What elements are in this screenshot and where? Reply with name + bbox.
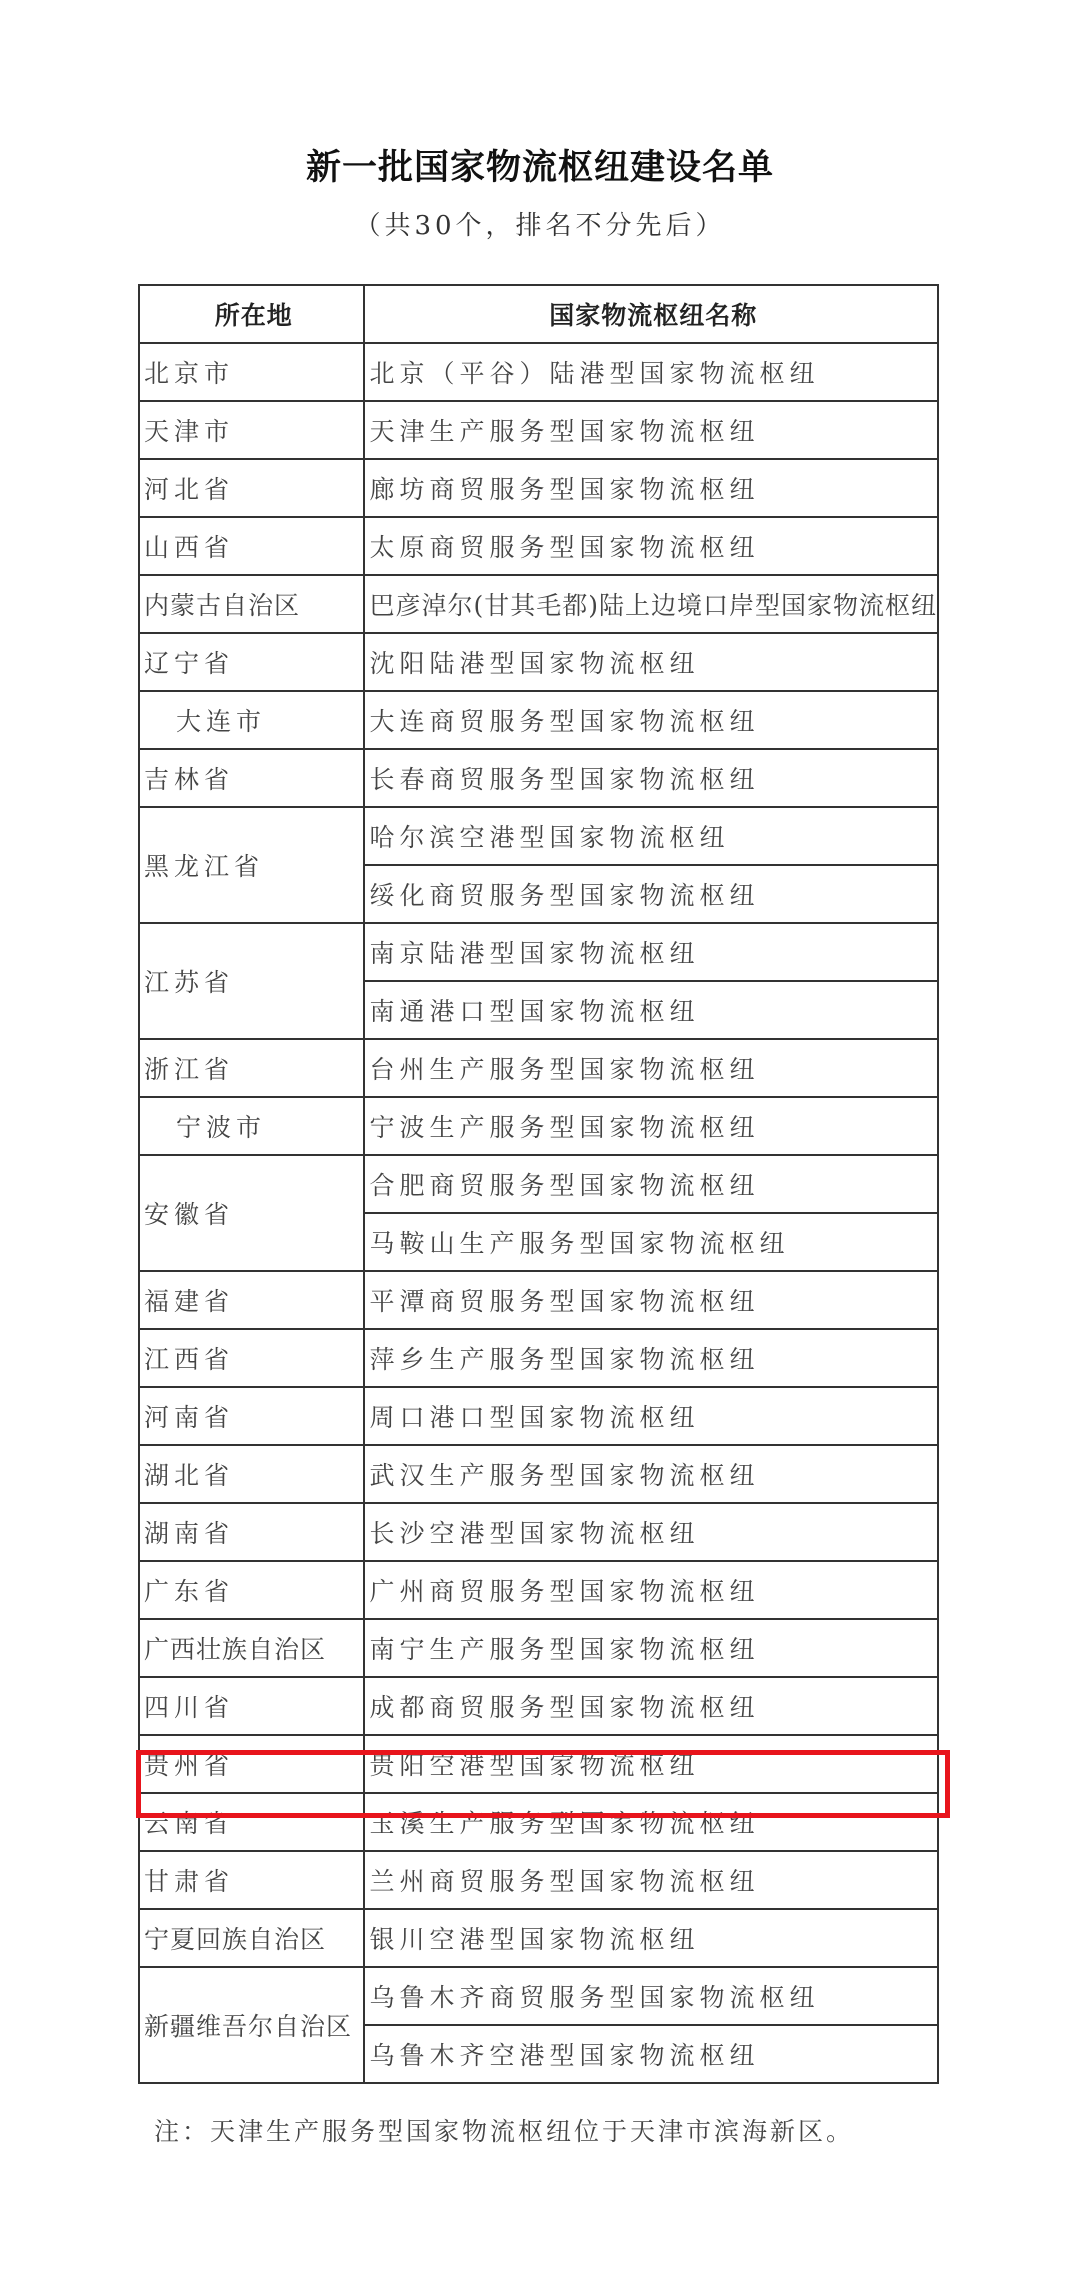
table-row <box>139 1503 938 1561</box>
hub-name-cell: 长沙空港型国家物流枢纽 <box>364 1503 938 1561</box>
page-title: 新一批国家物流枢纽建设名单 <box>305 148 774 188</box>
hub-table <box>138 284 939 2084</box>
table-row <box>139 459 938 517</box>
location-cell: 宁波市 <box>139 1097 364 1155</box>
location-cell: 河南省 <box>139 1387 364 1445</box>
hub-name-cell: 平潭商贸服务型国家物流枢纽 <box>364 1271 938 1329</box>
hub-name-cell: 玉溪生产服务型国家物流枢纽 <box>364 1793 938 1851</box>
hub-name-cell: 南宁生产服务型国家物流枢纽 <box>364 1619 938 1677</box>
table-row <box>139 1329 938 1387</box>
location-cell: 大连市 <box>139 691 364 749</box>
location-cell: 天津市 <box>139 401 364 459</box>
table-row <box>139 1793 938 1851</box>
table-row <box>139 1851 938 1909</box>
location-cell: 吉林省 <box>139 749 364 807</box>
hub-name-cell: 哈尔滨空港型国家物流枢纽 <box>364 807 938 865</box>
location-cell: 黑龙江省 <box>139 807 364 923</box>
location-cell: 广东省 <box>139 1561 364 1619</box>
table-row <box>139 633 938 691</box>
hub-name-cell: 太原商贸服务型国家物流枢纽 <box>364 517 938 575</box>
table-row <box>139 1445 938 1503</box>
location-cell: 安徽省 <box>139 1155 364 1271</box>
hub-name-cell: 周口港口型国家物流枢纽 <box>364 1387 938 1445</box>
hub-name-cell: 长春商贸服务型国家物流枢纽 <box>364 749 938 807</box>
hub-name-cell: 台州生产服务型国家物流枢纽 <box>364 1039 938 1097</box>
location-cell: 山西省 <box>139 517 364 575</box>
hub-name-cell: 绥化商贸服务型国家物流枢纽 <box>364 865 938 923</box>
table-header-row <box>139 285 938 343</box>
table-row <box>139 401 938 459</box>
location-cell: 新疆维吾尔自治区 <box>139 1967 364 2083</box>
hub-name-cell: 马鞍山生产服务型国家物流枢纽 <box>364 1213 938 1271</box>
hub-name-cell: 合肥商贸服务型国家物流枢纽 <box>364 1155 938 1213</box>
table-row <box>139 1561 938 1619</box>
hub-name-cell: 兰州商贸服务型国家物流枢纽 <box>364 1851 938 1909</box>
table-row <box>139 1387 938 1445</box>
table-row <box>139 1735 938 1793</box>
table-row <box>139 749 938 807</box>
location-cell: 广西壮族自治区 <box>139 1619 364 1677</box>
location-cell: 湖北省 <box>139 1445 364 1503</box>
location-cell: 辽宁省 <box>139 633 364 691</box>
location-cell: 四川省 <box>139 1677 364 1735</box>
location-cell: 内蒙古自治区 <box>139 575 364 633</box>
hub-name-cell: 乌鲁木齐商贸服务型国家物流枢纽 <box>364 1967 938 2025</box>
hub-name-cell: 南京陆港型国家物流枢纽 <box>364 923 938 981</box>
location-cell: 湖南省 <box>139 1503 364 1561</box>
table-row <box>139 1967 938 2025</box>
hub-name-cell: 乌鲁木齐空港型国家物流枢纽 <box>364 2025 938 2083</box>
hub-name-cell: 大连商贸服务型国家物流枢纽 <box>364 691 938 749</box>
hub-name-cell: 北京（平谷）陆港型国家物流枢纽 <box>364 343 938 401</box>
table-row <box>139 923 938 981</box>
hub-name-cell: 宁波生产服务型国家物流枢纽 <box>364 1097 938 1155</box>
location-cell: 北京市 <box>139 343 364 401</box>
location-cell: 贵州省 <box>139 1735 364 1793</box>
hub-name-cell: 巴彦淖尔(甘其毛都)陆上边境口岸型国家物流枢纽 <box>364 575 938 633</box>
table-row <box>139 1677 938 1735</box>
location-cell: 江西省 <box>139 1329 364 1387</box>
page-subtitle: （共30个，排名不分先后） <box>354 211 726 241</box>
table-row <box>139 517 938 575</box>
hub-name-cell: 沈阳陆港型国家物流枢纽 <box>364 633 938 691</box>
hub-name-cell: 南通港口型国家物流枢纽 <box>364 981 938 1039</box>
table-row <box>139 1155 938 1213</box>
table-row <box>139 691 938 749</box>
location-cell: 云南省 <box>139 1793 364 1851</box>
table-row <box>139 1619 938 1677</box>
location-cell: 福建省 <box>139 1271 364 1329</box>
hub-name-cell: 天津生产服务型国家物流枢纽 <box>364 401 938 459</box>
table-row <box>139 575 938 633</box>
table-row <box>139 1097 938 1155</box>
table-row <box>139 1909 938 1967</box>
table-row <box>139 343 938 401</box>
hub-name-cell: 廊坊商贸服务型国家物流枢纽 <box>364 459 938 517</box>
table-row <box>139 1271 938 1329</box>
hub-name-cell: 银川空港型国家物流枢纽 <box>364 1909 938 1967</box>
header-location: 所在地 <box>139 285 364 343</box>
footnote: 注：天津生产服务型国家物流枢纽位于天津市滨海新区。 <box>154 2117 855 2146</box>
location-cell: 甘肃省 <box>139 1851 364 1909</box>
table-row <box>139 1039 938 1097</box>
hub-name-cell: 贵阳空港型国家物流枢纽 <box>364 1735 938 1793</box>
location-cell: 宁夏回族自治区 <box>139 1909 364 1967</box>
location-cell: 江苏省 <box>139 923 364 1039</box>
location-cell: 河北省 <box>139 459 364 517</box>
hub-name-cell: 广州商贸服务型国家物流枢纽 <box>364 1561 938 1619</box>
table-row <box>139 807 938 865</box>
hub-name-cell: 成都商贸服务型国家物流枢纽 <box>364 1677 938 1735</box>
location-cell: 浙江省 <box>139 1039 364 1097</box>
hub-name-cell: 武汉生产服务型国家物流枢纽 <box>364 1445 938 1503</box>
hub-name-cell: 萍乡生产服务型国家物流枢纽 <box>364 1329 938 1387</box>
header-hub-name: 国家物流枢纽名称 <box>364 285 938 343</box>
